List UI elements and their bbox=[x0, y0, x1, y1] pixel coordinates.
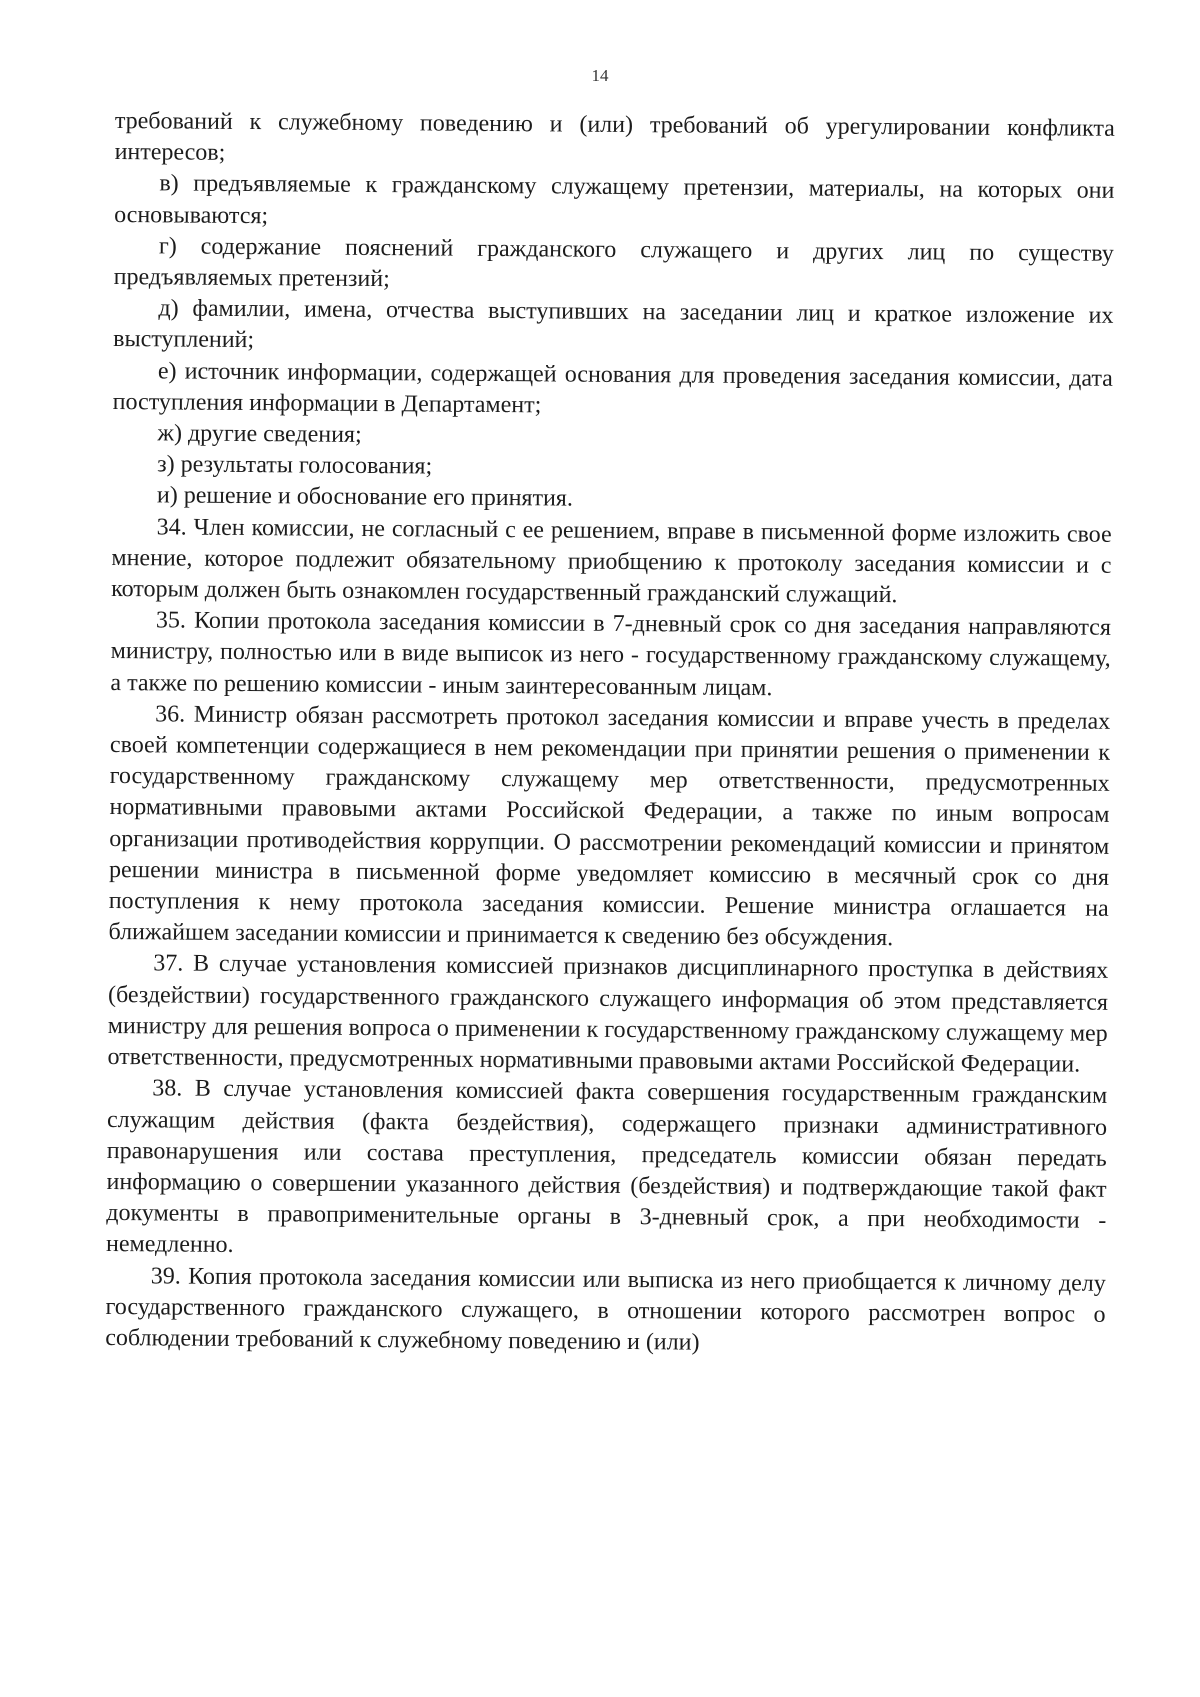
clause-39: 39. Копия протокола заседания комиссии или выписка из него приобщается к личному делу государственного гражданского служащего, в отношении которого рассмотрен вопрос о соблюдении требований к служебному поведению и (или) bbox=[105, 1262, 1106, 1356]
clause-36: 36. Министр обязан рассмотреть протокол заседания комиссии и вправе учесть в пределах своей компетенции содержащиеся в нем рекомендации при принятии решения о применении к государственному гражданскому служащему мер ответственности, предусмотренных нормативными правовыми актами Российской Федерации, а также по иным вопросам организации противодействия коррупции. О рассмотрении рекомендаций комиссии и принятом решении министра в письменной форме уведомляет комиссию в месячный срок со дня поступления к нему протокола заседания комиссии. Решение министра оглашается на ближайшем заседании комиссии и принимается к сведению без обсуждения. bbox=[108, 701, 1111, 952]
clause-38: 38. В случае установления комиссией факта совершения государственным гражданским служащим действия (факта бездействия), содержащего признаки административного правонарушения или состава преступления, председатель комиссии обязан передать информацию о совершении указанного действия (бездействия) и подтверждающие такой факт документы в правоприменительные органы в 3-дневный срок, а при необходимости - немедленно. bbox=[105, 1075, 1108, 1259]
list-item-i: и) решение и обоснование его принятия. bbox=[156, 482, 573, 513]
list-item-e: е) источник информации, содержащей основания для проведения заседания комиссии, дата поступления информации в Департамент; bbox=[112, 357, 1113, 419]
clause-35: 35. Копии протокола заседания комиссии в 7-дневный срок со дня заседания направляются министру, полностью или в виде выписок из него - государственному гражданскому служащему, а также по решению комиссии - иным заинтересованным лицам. bbox=[110, 607, 1112, 701]
page-number: 14 bbox=[591, 66, 609, 85]
document-body bbox=[105, 106, 1115, 1362]
list-item-g: г) содержание пояснений гражданского служащего и других лиц по существу предъявляемых претензий; bbox=[113, 233, 1114, 293]
paragraph-continuation: требований к служебному поведению и (или) требований об урегулировании конфликта интересов; bbox=[114, 107, 1115, 167]
list-item-z: з) результаты голосования; bbox=[157, 451, 433, 480]
list-item-v: в) предъявляемые к гражданскому служащему претензии, материалы, на которых они основываются; bbox=[114, 170, 1115, 229]
list-item-d: д) фамилии, имена, отчества выступивших на заседании лиц и краткое изложение их выступлений; bbox=[113, 295, 1114, 354]
clause-34: 34. Член комиссии, не согласный с ее решением, вправе в письменной форме изложить свое мнение, которое подлежит обязательному приобщению к протоколу заседания комиссии и с которым должен быть ознакомлен государственный гражданский служащий. bbox=[111, 513, 1112, 609]
clause-37: 37. В случае установления комиссией признаков дисциплинарного проступка в действиях (бездействии) государственного гражданского служащего информация об этом представляется министру для решения вопроса о применении к государственному гражданскому служащему мер ответственности, предусмотренных нормативными правовыми актами Российской Федерации. bbox=[107, 950, 1109, 1078]
list-item-zh: ж) другие сведения; bbox=[157, 420, 362, 448]
